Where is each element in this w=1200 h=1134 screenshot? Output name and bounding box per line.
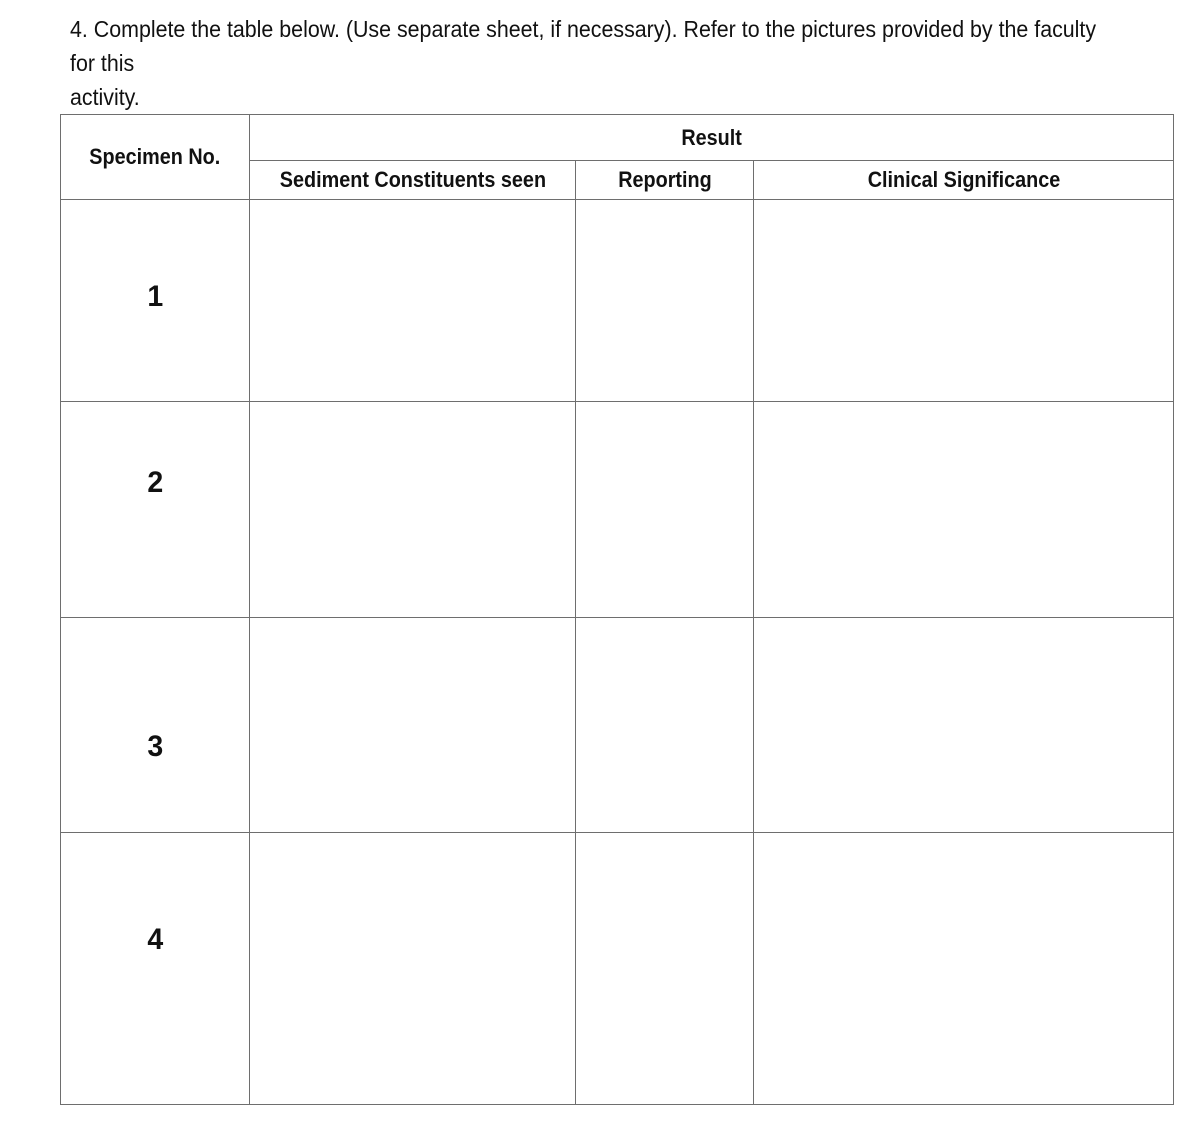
clinical-significance-cell[interactable] <box>754 200 1174 402</box>
instruction-line-2: activity. <box>70 84 140 110</box>
reporting-cell[interactable] <box>576 402 754 618</box>
table-row <box>61 618 1174 833</box>
reporting-cell[interactable] <box>576 618 754 833</box>
instruction-text <box>70 12 1102 114</box>
header-specimen-no: Specimen No. <box>61 115 250 200</box>
clinical-significance-cell[interactable] <box>754 402 1174 618</box>
specimen-number-cell: 3 <box>61 618 250 833</box>
header-reporting: Reporting <box>576 161 754 200</box>
table-row <box>61 200 1174 402</box>
header-sediment-constituents: Sediment Constituents seen <box>250 161 576 200</box>
sediment-constituents-cell[interactable] <box>250 402 576 618</box>
specimen-number-cell: 4 <box>61 833 250 1105</box>
reporting-cell[interactable] <box>576 833 754 1105</box>
sediment-constituents-cell[interactable] <box>250 618 576 833</box>
clinical-significance-cell[interactable] <box>754 833 1174 1105</box>
sediment-constituents-cell[interactable] <box>250 200 576 402</box>
header-clinical-significance: Clinical Significance <box>754 161 1174 200</box>
sediment-constituents-cell[interactable] <box>250 833 576 1105</box>
table-row <box>61 402 1174 618</box>
results-table <box>60 114 1174 1105</box>
instruction-line-1: 4. Complete the table below. (Use separate sheet, if necessary). Refer to the pictures provided by the faculty for this <box>70 16 1097 76</box>
clinical-significance-cell[interactable] <box>754 618 1174 833</box>
specimen-number-cell: 1 <box>61 200 250 402</box>
header-result: Result <box>250 115 1174 161</box>
reporting-cell[interactable] <box>576 200 754 402</box>
table-row <box>61 833 1174 1105</box>
specimen-number-cell: 2 <box>61 402 250 618</box>
